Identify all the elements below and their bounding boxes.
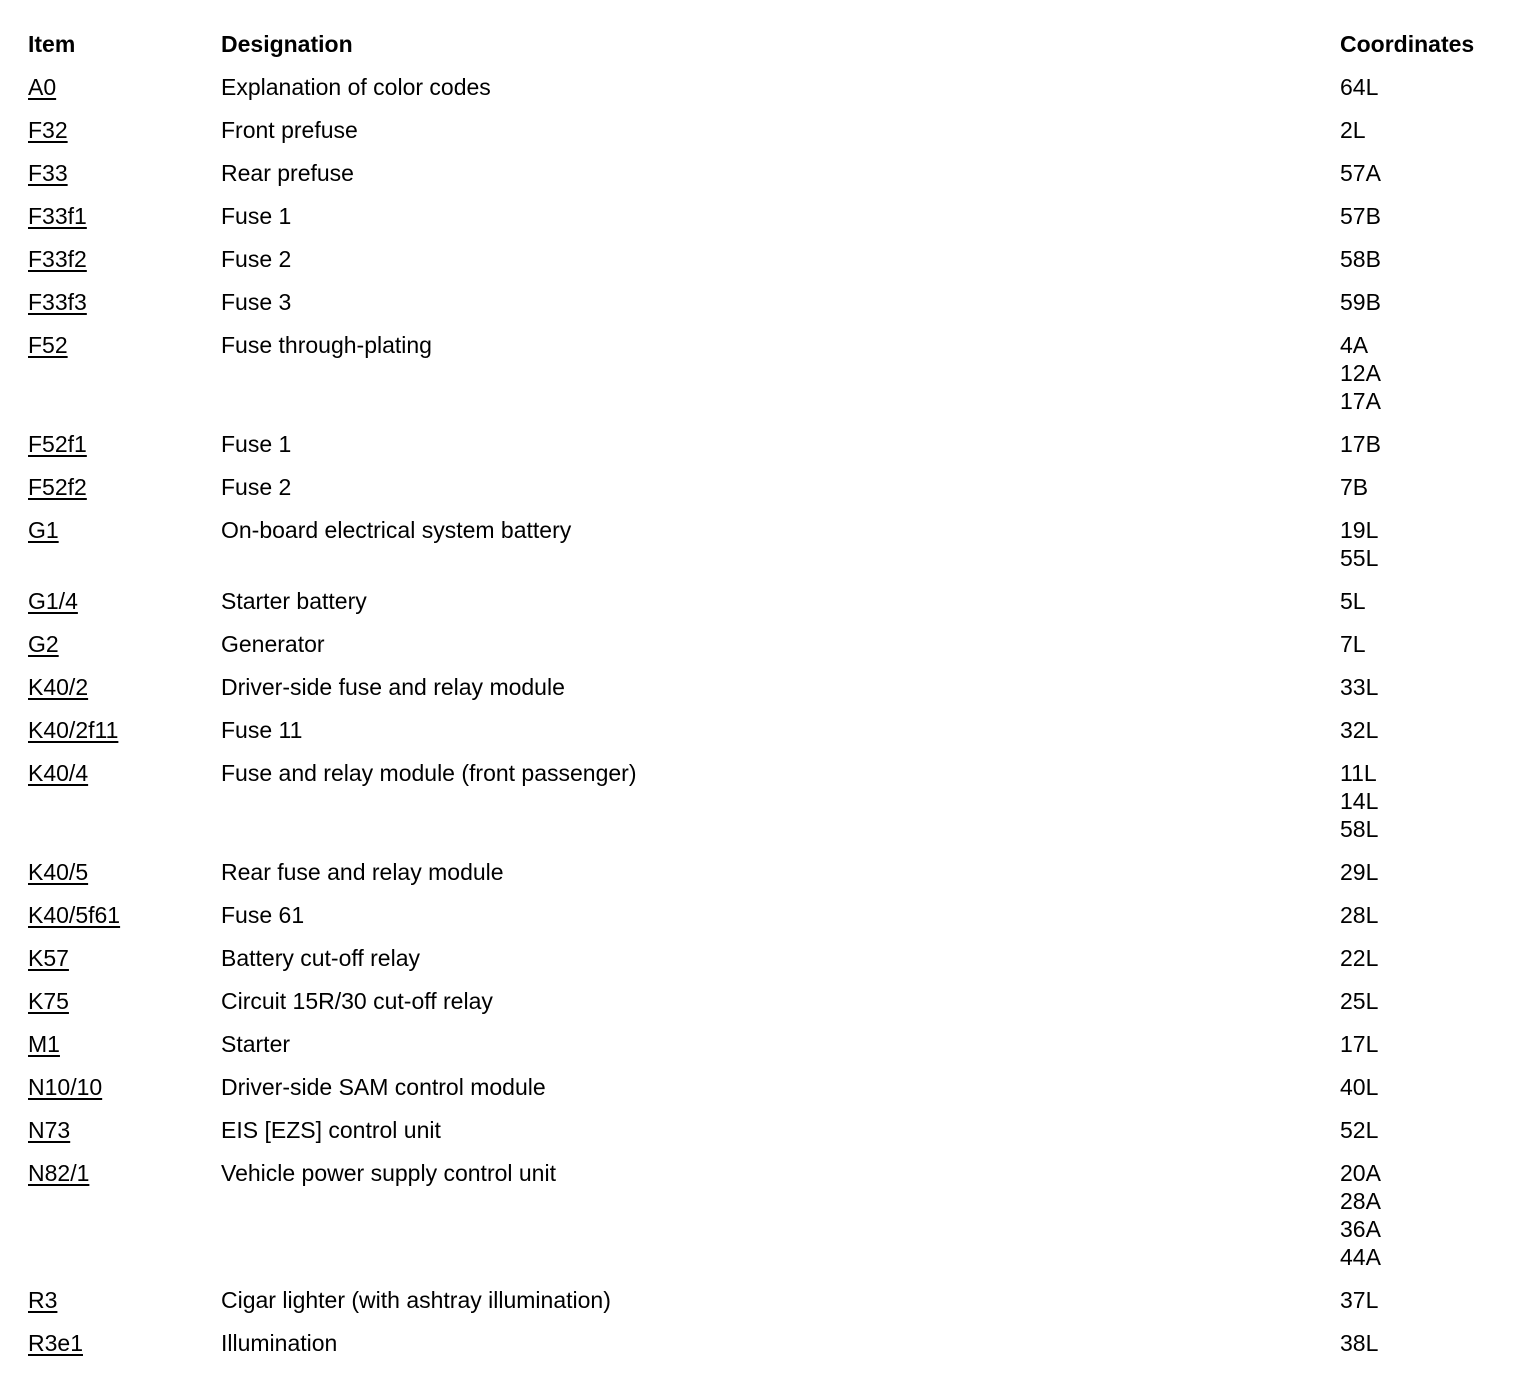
item-cell [28, 516, 221, 544]
table-row [28, 587, 1518, 615]
coordinate-value: 57A [1340, 160, 1381, 186]
item-cell [28, 1329, 221, 1357]
coordinates-cell [1340, 944, 1518, 972]
designation-cell: Fuse 1 [221, 203, 292, 229]
item-link[interactable]: N73 [28, 1117, 71, 1143]
coordinate-value: 44A [1340, 1244, 1381, 1270]
designation-cell: Fuse 2 [221, 474, 292, 500]
table-row [28, 73, 1518, 101]
designation-cell: Rear prefuse [221, 160, 354, 186]
item-cell [28, 673, 221, 701]
item-cell [28, 473, 221, 501]
item-link[interactable]: M1 [28, 1031, 60, 1057]
coordinates-cell [1340, 987, 1518, 1015]
item-link[interactable]: N10/10 [28, 1074, 103, 1100]
table-row [28, 430, 1518, 458]
table-header [28, 30, 1518, 73]
coordinates-cell [1340, 331, 1518, 415]
item-link[interactable]: K40/5 [28, 859, 89, 885]
item-cell [28, 288, 221, 316]
item-link[interactable]: F33f3 [28, 289, 87, 315]
coordinate-value: 19L [1340, 517, 1379, 543]
coordinate-value: 22L [1340, 945, 1379, 971]
item-link[interactable]: R3 [28, 1287, 58, 1313]
table-row [28, 858, 1518, 886]
coordinates-cell [1340, 901, 1518, 929]
item-cell [28, 73, 221, 101]
table-row [28, 473, 1518, 501]
table-row [28, 1030, 1518, 1058]
designation-cell: Fuse and relay module (front passenger) [221, 760, 637, 786]
coordinate-value: 12A [1340, 360, 1381, 386]
coordinates-cell [1340, 1030, 1518, 1058]
item-link[interactable]: A0 [28, 74, 57, 100]
item-cell [28, 1030, 221, 1058]
coordinate-value: 33L [1340, 674, 1379, 700]
coordinates-cell [1340, 759, 1518, 843]
designation-cell: Fuse 3 [221, 289, 292, 315]
table-row [28, 673, 1518, 701]
item-link[interactable]: F52f2 [28, 474, 87, 500]
item-link[interactable]: F32 [28, 117, 68, 143]
designation-cell: Rear fuse and relay module [221, 859, 504, 885]
coordinates-cell [1340, 630, 1518, 658]
table-row [28, 1116, 1518, 1144]
coordinate-value: 55L [1340, 545, 1379, 571]
item-link[interactable]: G1/4 [28, 588, 78, 614]
item-cell [28, 944, 221, 972]
table-row [28, 1073, 1518, 1101]
coordinate-value: 52L [1340, 1117, 1379, 1143]
item-cell [28, 759, 221, 787]
coordinates-cell [1340, 1073, 1518, 1101]
coordinate-value: 7L [1340, 631, 1366, 657]
coordinate-value: 5L [1340, 588, 1366, 614]
item-link[interactable]: F33 [28, 160, 68, 186]
item-link[interactable]: R3e1 [28, 1330, 83, 1356]
coordinate-value: 17A [1340, 388, 1381, 414]
table-row [28, 1286, 1518, 1314]
coordinates-cell [1340, 587, 1518, 615]
coordinate-value: 25L [1340, 988, 1379, 1014]
coordinate-value: 14L [1340, 788, 1379, 814]
table-row [28, 202, 1518, 230]
designation-cell: Cigar lighter (with ashtray illumination) [221, 1287, 611, 1313]
coordinate-value: 7B [1340, 474, 1369, 500]
designation-cell: Front prefuse [221, 117, 358, 143]
item-cell [28, 587, 221, 615]
table-row [28, 516, 1518, 572]
coordinate-value: 29L [1340, 859, 1379, 885]
item-link[interactable]: G1 [28, 517, 59, 543]
item-cell [28, 858, 221, 886]
coordinates-cell [1340, 1329, 1518, 1357]
item-cell [28, 630, 221, 658]
item-cell [28, 1116, 221, 1144]
item-cell [28, 1286, 221, 1314]
coordinates-cell [1340, 288, 1518, 316]
item-link[interactable]: K75 [28, 988, 69, 1014]
table-row [28, 288, 1518, 316]
designation-cell: Driver-side fuse and relay module [221, 674, 565, 700]
item-cell [28, 1159, 221, 1187]
coordinates-cell [1340, 716, 1518, 744]
coordinates-cell [1340, 116, 1518, 144]
table-row [28, 987, 1518, 1015]
item-cell [28, 987, 221, 1015]
coordinates-cell [1340, 73, 1518, 101]
designation-cell: Starter battery [221, 588, 367, 614]
coordinate-value: 11L [1340, 760, 1377, 786]
coordinate-value: 32L [1340, 717, 1379, 743]
coordinate-value: 36A [1340, 1216, 1381, 1242]
item-link[interactable]: F33f2 [28, 246, 87, 272]
coordinate-value: 58B [1340, 246, 1381, 272]
item-cell [28, 245, 221, 273]
designation-cell: Explanation of color codes [221, 74, 491, 100]
designation-cell: EIS [EZS] control unit [221, 1117, 441, 1143]
item-link[interactable]: F52f1 [28, 431, 87, 457]
coordinate-value: 64L [1340, 74, 1379, 100]
coordinate-value: 57B [1340, 203, 1381, 229]
designation-cell: On-board electrical system battery [221, 517, 572, 543]
item-cell [28, 716, 221, 744]
table-row [28, 116, 1518, 144]
designation-cell: Battery cut-off relay [221, 945, 420, 971]
designation-cell: Illumination [221, 1330, 338, 1356]
coordinates-cell [1340, 430, 1518, 458]
coordinates-cell [1340, 516, 1518, 572]
header-coordinates: Coordinates [1340, 31, 1475, 57]
coordinate-value: 58L [1340, 816, 1379, 842]
item-link[interactable]: K40/2f11 [28, 717, 119, 743]
coordinate-value: 38L [1340, 1330, 1379, 1356]
header-item: Item [28, 31, 76, 57]
table-body [28, 73, 1518, 1357]
item-cell [28, 901, 221, 929]
item-cell [28, 1073, 221, 1101]
item-link[interactable]: G2 [28, 631, 59, 657]
item-link[interactable]: N82/1 [28, 1160, 90, 1186]
designation-cell: Starter [221, 1031, 291, 1057]
coordinate-value: 17L [1340, 1031, 1379, 1057]
coordinates-cell [1340, 858, 1518, 886]
table-row [28, 759, 1518, 843]
item-cell [28, 202, 221, 230]
table-row [28, 630, 1518, 658]
item-cell [28, 430, 221, 458]
coordinates-cell [1340, 1116, 1518, 1144]
item-cell [28, 331, 221, 359]
table-row [28, 1329, 1518, 1357]
item-link[interactable]: F52 [28, 332, 68, 358]
coordinates-cell [1340, 1159, 1518, 1271]
designation-cell: Fuse 1 [221, 431, 292, 457]
table-row [28, 245, 1518, 273]
coordinate-value: 2L [1340, 117, 1366, 143]
coordinate-value: 59B [1340, 289, 1381, 315]
item-link[interactable]: K57 [28, 945, 69, 971]
table-row [28, 901, 1518, 929]
designation-cell: Vehicle power supply control unit [221, 1160, 556, 1186]
table-row [28, 716, 1518, 744]
coordinate-value: 40L [1340, 1074, 1379, 1100]
coordinates-cell [1340, 245, 1518, 273]
item-link[interactable]: K40/5f61 [28, 902, 121, 928]
coordinate-value: 20A [1340, 1160, 1381, 1186]
coordinate-value: 37L [1340, 1287, 1379, 1313]
header-designation: Designation [221, 31, 353, 57]
item-link[interactable]: F33f1 [28, 203, 87, 229]
designation-cell: Fuse through-plating [221, 332, 432, 358]
designation-cell: Generator [221, 631, 325, 657]
designation-cell: Fuse 2 [221, 246, 292, 272]
component-legend-table [28, 30, 1518, 1372]
item-cell [28, 116, 221, 144]
designation-cell: Fuse 61 [221, 902, 305, 928]
table-row [28, 331, 1518, 415]
coordinates-cell [1340, 159, 1518, 187]
coordinate-value: 4A [1340, 332, 1369, 358]
designation-cell: Driver-side SAM control module [221, 1074, 546, 1100]
designation-cell: Circuit 15R/30 cut-off relay [221, 988, 493, 1014]
coordinate-value: 28L [1340, 902, 1379, 928]
item-cell [28, 159, 221, 187]
coordinates-cell [1340, 473, 1518, 501]
coordinate-value: 28A [1340, 1188, 1381, 1214]
table-row [28, 159, 1518, 187]
coordinate-value: 17B [1340, 431, 1381, 457]
item-link[interactable]: K40/4 [28, 760, 89, 786]
item-link[interactable]: K40/2 [28, 674, 89, 700]
coordinates-cell [1340, 202, 1518, 230]
designation-cell: Fuse 11 [221, 717, 303, 743]
coordinates-cell [1340, 1286, 1518, 1314]
coordinates-cell [1340, 673, 1518, 701]
table-row [28, 1159, 1518, 1271]
table-row [28, 944, 1518, 972]
